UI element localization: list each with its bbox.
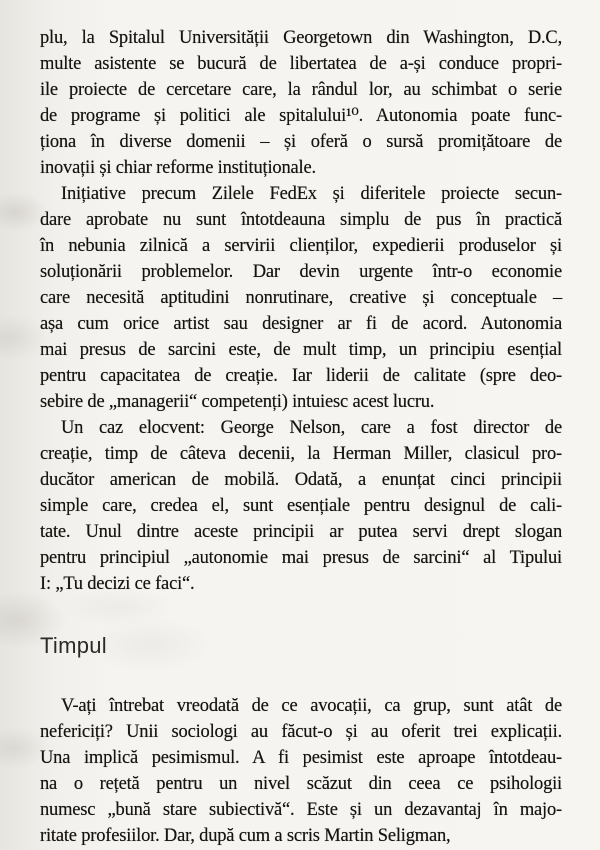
text-line: numesc „bună stare subiectivă“. Este și un dezavantaj în majo- [40, 800, 562, 820]
text-line: așa cum orice artist sau designer ar fi de acord. Autonomia [40, 314, 562, 334]
text-line: Inițiative precum Zilele FedEx și diferitele proiecte secun- [61, 184, 562, 204]
text-line: ționa în diverse domenii – și oferă o sursă promițătoare de [40, 132, 562, 152]
text-line: Un caz elocvent: George Nelson, care a fost director de [61, 418, 562, 438]
text-line: nefericiți? Unii sociologi au făcut-o și au oferit trei explicații. [40, 722, 562, 742]
text-line: ile proiecte de cercetare care, la rândul lor, au schimbat o serie [40, 80, 562, 100]
text-line: V-ați întrebat vreodată de ce avocații, ca grup, sunt atât de [61, 696, 562, 716]
text-line: dare aprobate nu sunt întotdeauna simplu de pus în practică [40, 210, 562, 230]
text-line: care necesită aptitudini nonrutinare, creative și conceptuale – [40, 288, 562, 308]
text-line: pentru capacitatea de creație. Iar liderii de calitate (spre deo- [40, 366, 562, 386]
text-line: creație, timp de câteva decenii, la Herman Miller, clasicul pro- [40, 444, 562, 464]
text-line: ritate profesiilor. Dar, după cum a scris Martin Seligman, [40, 826, 451, 846]
text-line: multe asistente se bucură de libertatea de a-și conduce propri- [40, 54, 562, 74]
section-heading: Timpul [40, 633, 107, 658]
text-line: sebire de „managerii“ competenți) intuiesc acest lucru. [40, 392, 435, 412]
text-line: plu, la Spitalul Universității Georgetown din Washington, D.C, [40, 28, 562, 48]
text-line: I: „Tu decizi ce faci“. [40, 574, 195, 594]
text-line: de programe și politici ale spitalului¹⁰. Autonomia poate func- [40, 106, 562, 126]
text-line: Una implică pesimismul. A fi pesimist este aproape întotdeau- [40, 748, 562, 768]
text-line: soluționării problemelor. Dar devin urgente într-o economie [40, 262, 562, 282]
paragraph-2 [40, 181, 562, 415]
paragraph-3 [40, 415, 562, 597]
text-block [40, 25, 562, 849]
text-line: în nebunia zilnică a servirii clienților, expedierii produselor și [40, 236, 562, 256]
text-line: na o rețetă pentru un nivel scăzut din ceea ce psihologii [40, 774, 562, 794]
text-line: tate. Unul dintre aceste principii ar putea servi drept slogan [40, 522, 562, 542]
paragraph-4 [40, 693, 562, 849]
text-line: simple care, credea el, sunt esențiale pentru designul de cali- [40, 496, 562, 516]
paragraph-1 [40, 25, 562, 181]
text-line: mai presus de sarcini este, de mult timp, un principiu esențial [40, 340, 562, 360]
text-line: inovații și chiar reforme instituționale. [40, 158, 316, 178]
text-line: ducător american de mobilă. Odată, a enunțat cinci principii [40, 470, 562, 490]
text-line: pentru principiul „autonomie mai presus de sarcini“ al Tipului [40, 548, 562, 568]
